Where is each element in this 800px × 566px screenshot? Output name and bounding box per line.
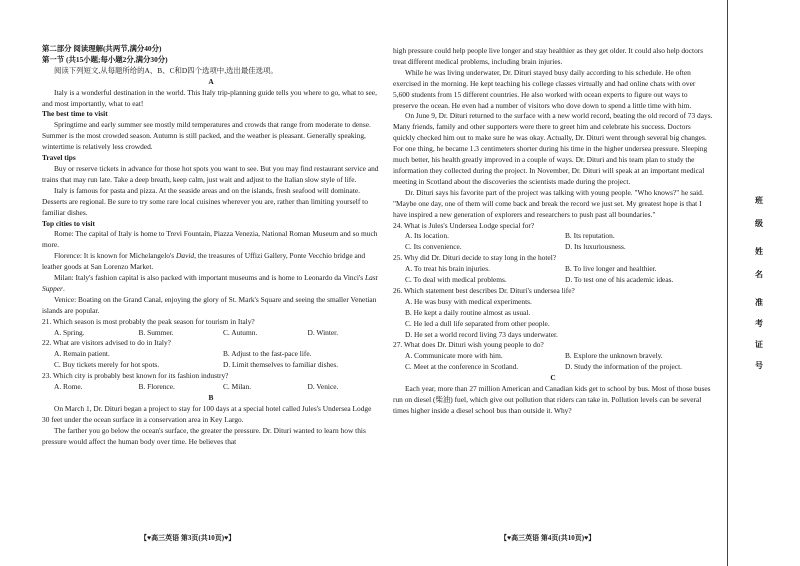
- heading-best-time: The best time to visit: [42, 109, 108, 119]
- subsection-header: 第一节 (共15小题;每小题2分,满分30分): [42, 54, 168, 64]
- option: C. To deal with medical problems.: [405, 275, 507, 285]
- option: C. Meet at the conference in Scotland.: [405, 362, 519, 372]
- option: B. Florence.: [138, 382, 175, 392]
- margin-char: 姓: [755, 247, 763, 256]
- passage-b-paragraph-2: The farther you go below the ocean's surface, the greater the pressure. Dr. Dituri wanted to learn how this pressure would affect the human body over time. He believes that: [42, 425, 366, 446]
- margin-char: 班: [755, 196, 763, 205]
- right-column: [393, 46, 713, 417]
- page-footer-left: 【♥高三英语 第3页(共10页)♥】: [140, 534, 236, 542]
- question-24: 24. What is Jules's Undersea Lodge special for?: [393, 220, 535, 230]
- paragraph-tips-2: Italy is famous for pasta and pizza. At the seaside areas and on the islands, fresh seafood will dominate. Desserts are regional. Be sure to try some rare local cuisines wherever you are, rather than limiting yourself to familiar dishes.: [42, 185, 368, 217]
- option: A. Communicate more with him.: [405, 351, 503, 361]
- page-footer-right: 【♥高三英语 第4页(共10页)♥】: [500, 534, 596, 542]
- option: C. He led a dull life separated from other people.: [405, 318, 550, 328]
- question-24-options-ab: [393, 231, 713, 242]
- margin-char: 号: [755, 361, 763, 370]
- option: D. Limit themselves to familiar dishes.: [223, 360, 339, 370]
- option: D. Its luxuriousness.: [565, 242, 626, 252]
- option: D. He set a world record living 73 days underwater.: [405, 329, 558, 339]
- question-24-options-cd: [393, 242, 713, 253]
- option: A. Spring.: [54, 327, 85, 337]
- option: D. Study the information of the project.: [565, 362, 682, 372]
- question-27: 27. What does Dr. Dituri wish young people to do?: [393, 340, 544, 350]
- binding-line: [727, 0, 728, 566]
- passage-b-paragraph-3: high pressure could help people live longer and stay healthier as they get older. It could also help doctors treat different medical problems, including brain injuries.: [393, 46, 704, 66]
- option: C. Its convenience.: [405, 242, 462, 252]
- option: B. Its reputation.: [565, 231, 615, 241]
- question-21: 21. Which season is most probably the peak season for tourism in Italy?: [42, 316, 255, 326]
- option: A. He was busy with medical experiments.: [405, 296, 532, 306]
- option: C. Milan.: [223, 382, 252, 392]
- question-23-options: [42, 382, 380, 393]
- option: A. To treat his brain injuries.: [405, 264, 490, 274]
- margin-char: 考: [755, 319, 763, 328]
- question-22: 22. What are visitors advised to do in Italy?: [42, 338, 171, 348]
- section-b-label: B: [208, 393, 214, 402]
- option: C. Autumn.: [223, 327, 258, 337]
- option: A. Rome.: [54, 382, 83, 392]
- question-25-options-ab: [393, 264, 713, 275]
- question-23: 23. Which city is probably best known for its fashion industry?: [42, 371, 229, 381]
- option: B. To live longer and healthier.: [565, 264, 657, 274]
- question-25-options-cd: [393, 275, 713, 286]
- option: B. Summer.: [138, 327, 174, 337]
- option: B. Adjust to the fast-pace life.: [223, 349, 312, 359]
- question-22-options-cd: [42, 360, 380, 371]
- question-26: 26. Which statement best describes Dr. Dituri's undersea life?: [393, 285, 575, 295]
- option: C. Buy tickets merely for hot spots.: [54, 360, 160, 370]
- option: D. Winter.: [307, 327, 339, 337]
- option: A. Remain patient.: [54, 349, 110, 359]
- binding-margin-labels: [752, 0, 774, 566]
- section-header: 第二部分 阅读理解(共两节,满分40分): [42, 44, 162, 53]
- paragraph-best-time: Springtime and early summer see mostly mild temperatures and crowds that range from moderate to dense. Summer is the most crowded season. Autumn is still packed, and the weather is pleasant. Generally speaking, wintertime is relatively less crowded.: [42, 120, 371, 152]
- section-c-label: C: [550, 373, 556, 383]
- option: D. Venice.: [307, 382, 339, 392]
- passage-b-paragraph-1: On March 1, Dr. Dituri began a project to stay for 100 days at a special hotel called Jules's Undersea Lodge 30 feet under the ocean surface in a conservation area in Key Largo.: [42, 403, 372, 424]
- paragraph-rome: Rome: The capital of Italy is home to Trevi Fountain, Piazza Venezia, National Roman Museum and so much more.: [42, 229, 378, 250]
- heading-travel-tips: Travel tips: [42, 153, 76, 163]
- margin-char: 准: [755, 298, 763, 307]
- passage-b-paragraph-4: While he was living underwater, Dr. Dituri stayed busy daily according to his schedule. He often exercised in the morning. He kept teaching his college classes virtually and had online chats with over 5,600 students from 15 different countries. He also worked with ocean experts to figure out ways to preserve the ocean. He even had a number of visitors who dove down to spend a little time with him.: [393, 67, 696, 110]
- passage-b-paragraph-5: On June 9, Dr. Dituri returned to the surface with a new world record, beating the old record of 73 days. Many friends, family and other supporters were there to greet him and celebrate his success. Doctors quickly checked him out to make sure he was okay. Actually, Dr. Dituri went through several big changes. For one thing, he became 1.3 centimeters shorter during his time in the higher undersea pressure. Sleeping much better, his health greatly improved in a couple of ways. Dr. Dituri and his team plan to study the information they collected during the project. In November, Dr. Dituri will speak at an important medical meeting in Scotland about the discoveries the scientists made during the project.: [393, 111, 713, 186]
- question-27-options-cd: [393, 362, 713, 373]
- margin-char: 名: [755, 270, 763, 279]
- heading-top-cities: Top cities to visit: [42, 218, 95, 228]
- option: B. He kept a daily routine almost as usual.: [405, 307, 531, 317]
- question-27-options-ab: [393, 351, 713, 362]
- section-a-label: A: [208, 76, 214, 86]
- question-21-options: [42, 328, 380, 339]
- question-25: 25. Why did Dr. Dituri decide to stay long in the hotel?: [393, 253, 557, 263]
- paragraph-milan: Milan: Italy's fashion capital is also packed with important museums and is home to Leonardo da Vinci's Last Supper.: [42, 273, 378, 293]
- passage-b-paragraph-6: Dr. Dituri says his favorite part of the project was talking with young people. "Who knows?" he said. "Maybe one day, one of them will come back and break the record we just set. My greatest hope is that I have inspired a new generation of explorers and researchers to push past all boundaries.": [393, 187, 704, 219]
- question-22-options-ab: [42, 349, 380, 360]
- paragraph-venice: Venice: Boating on the Grand Canal, enjoying the glory of St. Mark's Square and seeing the smaller Venetian islands are popular.: [42, 294, 377, 315]
- margin-char: 证: [755, 340, 763, 349]
- option: B. Explore the unknown bravely.: [565, 351, 663, 361]
- margin-char: 级: [755, 219, 763, 228]
- passage-a-intro: Italy is a wonderful destination in the world. This Italy trip-planning guide tells you where to go, what to see, and most importantly, what to eat!: [42, 87, 377, 108]
- paragraph-tips-1: Buy or reserve tickets in advance for those hot spots you want to see. But you may find restaurant service and trains that may run late. Take a deep breath, keep calm, just wait and adjust to the Italian slow style of life.: [42, 163, 379, 184]
- instruction: 阅读下列短文,从每题所给的A、B、C和D四个选项中,选出最佳选项。: [54, 65, 278, 75]
- paragraph-florence: Florence: It is known for Michelangelo's David, the treasures of Uffizi Gallery, Ponte Vecchio bridge and leather goods at San Lorenzo Market.: [42, 251, 366, 272]
- left-column: [42, 44, 380, 448]
- passage-c-paragraph-1: Each year, more than 27 million American and Canadian kids get to school by bus. Most of those buses run on diesel (柴油) fuel, which give out pollution that riders can take in. Pollution levels can be several times higher inside a diesel school bus than outside it. Why?: [393, 384, 711, 415]
- option: A. Its location.: [405, 231, 449, 241]
- option: D. To test one of his academic ideas.: [565, 275, 674, 285]
